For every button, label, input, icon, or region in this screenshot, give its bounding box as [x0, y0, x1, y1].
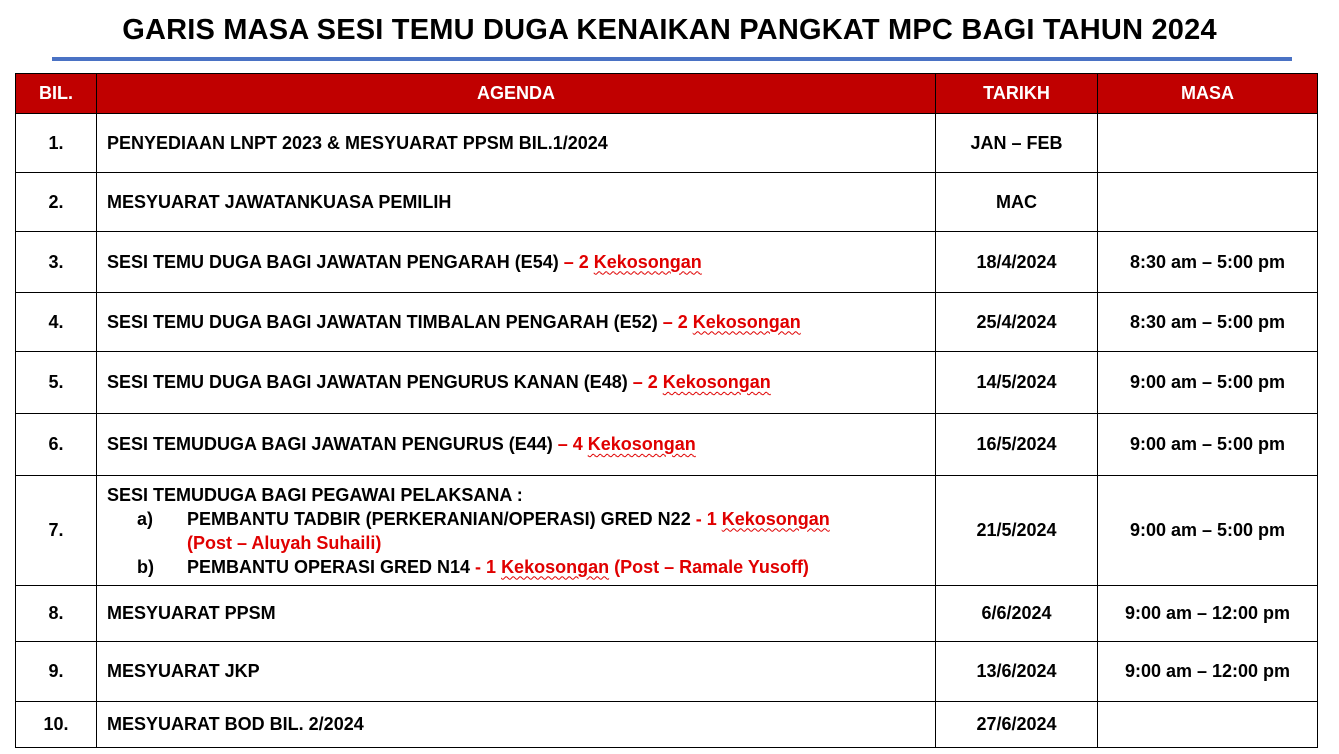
- agenda-text: SESI TEMU DUGA BAGI JAWATAN PENGURUS KANAN (E48): [107, 372, 628, 392]
- post-note: (Post – Ramale Yusoff): [609, 556, 809, 577]
- row-date: 14/5/2024: [936, 352, 1098, 414]
- row-date: JAN – FEB: [936, 114, 1098, 173]
- vacancy-count: – 2: [657, 311, 693, 332]
- table-row: [16, 352, 1318, 414]
- vacancy-count: - 1: [470, 556, 502, 577]
- agenda-text: SESI TEMUDUGA BAGI PEGAWAI PELAKSANA :: [107, 484, 523, 505]
- row-time: 9:00 am – 5:00 pm: [1098, 352, 1318, 414]
- vacancy-label: Kekosongan: [587, 434, 696, 454]
- sub-item-label: b): [137, 556, 154, 577]
- row-agenda: MESYUARAT BOD BIL. 2/2024: [97, 702, 936, 748]
- row-agenda: [97, 476, 936, 586]
- header-bil: BIL.: [16, 74, 97, 114]
- agenda-text: SESI TEMU DUGA BAGI JAWATAN PENGARAH (E54): [107, 251, 559, 272]
- row-time: [1098, 173, 1318, 232]
- row-time: 9:00 am – 12:00 pm: [1098, 642, 1318, 702]
- row-date: MAC: [936, 173, 1098, 232]
- table-row: [16, 232, 1318, 293]
- vacancy-count: - 1: [690, 508, 722, 529]
- row-agenda: [97, 293, 936, 352]
- vacancy-label: Kekosongan: [501, 556, 610, 577]
- header-masa: MASA: [1098, 74, 1318, 114]
- row-agenda: MESYUARAT JKP: [97, 642, 936, 702]
- row-time: 8:30 am – 5:00 pm: [1098, 293, 1318, 352]
- row-agenda: [97, 232, 936, 293]
- row-time: 9:00 am – 5:00 pm: [1098, 414, 1318, 476]
- row-number: 4.: [16, 293, 97, 352]
- title-underline: [52, 57, 1292, 61]
- row-agenda: PENYEDIAAN LNPT 2023 & MESYUARAT PPSM BIL.1/2024: [97, 114, 936, 173]
- vacancy-label: Kekosongan: [721, 508, 830, 529]
- row-time: 9:00 am – 5:00 pm: [1098, 476, 1318, 586]
- row-time: 8:30 am – 5:00 pm: [1098, 232, 1318, 293]
- row-time: 9:00 am – 12:00 pm: [1098, 586, 1318, 642]
- row-agenda: [97, 414, 936, 476]
- row-number: 9.: [16, 642, 97, 702]
- table-row: [16, 173, 1318, 232]
- row-agenda: [97, 352, 936, 414]
- sub-item-text: PEMBANTU TADBIR (PERKERANIAN/OPERASI) GRED N22: [187, 508, 691, 529]
- row-number: 1.: [16, 114, 97, 173]
- sub-item: [107, 507, 935, 555]
- table-row: [16, 293, 1318, 352]
- schedule-table: [15, 73, 1318, 748]
- row-time: [1098, 114, 1318, 173]
- table-row: [16, 586, 1318, 642]
- header-tarikh: TARIKH: [936, 74, 1098, 114]
- sub-item-text: PEMBANTU OPERASI GRED N14: [187, 556, 471, 577]
- row-number: 7.: [16, 476, 97, 586]
- vacancy-label: Kekosongan: [662, 372, 771, 392]
- row-date: 16/5/2024: [936, 414, 1098, 476]
- table-row: [16, 702, 1318, 748]
- row-date: 6/6/2024: [936, 586, 1098, 642]
- vacancy-count: – 4: [552, 434, 588, 454]
- row-number: 8.: [16, 586, 97, 642]
- vacancy-label: Kekosongan: [593, 251, 702, 272]
- table-row: [16, 114, 1318, 173]
- row-number: 6.: [16, 414, 97, 476]
- post-note: (Post – Aluyah Suhaili): [187, 532, 382, 553]
- row-date: 21/5/2024: [936, 476, 1098, 586]
- table-row: [16, 414, 1318, 476]
- sub-item: [107, 555, 935, 579]
- agenda-text: SESI TEMU DUGA BAGI JAWATAN TIMBALAN PENGARAH (E52): [107, 311, 658, 332]
- row-number: 2.: [16, 173, 97, 232]
- header-agenda: AGENDA: [97, 74, 936, 114]
- row-number: 10.: [16, 702, 97, 748]
- agenda-text: SESI TEMUDUGA BAGI JAWATAN PENGURUS (E44): [107, 434, 553, 454]
- row-date: 27/6/2024: [936, 702, 1098, 748]
- row-date: 18/4/2024: [936, 232, 1098, 293]
- row-date: 25/4/2024: [936, 293, 1098, 352]
- row-date: 13/6/2024: [936, 642, 1098, 702]
- row-number: 3.: [16, 232, 97, 293]
- table-row: [16, 642, 1318, 702]
- row-agenda: MESYUARAT PPSM: [97, 586, 936, 642]
- row-number: 5.: [16, 352, 97, 414]
- row-time: [1098, 702, 1318, 748]
- sub-item-label: a): [137, 508, 154, 529]
- header-row: [16, 74, 1318, 114]
- row-agenda: MESYUARAT JAWATANKUASA PEMILIH: [97, 173, 936, 232]
- vacancy-count: – 2: [627, 372, 663, 392]
- vacancy-count: – 2: [558, 251, 594, 272]
- page-title: GARIS MASA SESI TEMU DUGA KENAIKAN PANGKAT MPC BAGI TAHUN 2024: [122, 14, 1217, 46]
- table-row: [16, 476, 1318, 586]
- vacancy-label: Kekosongan: [692, 311, 801, 332]
